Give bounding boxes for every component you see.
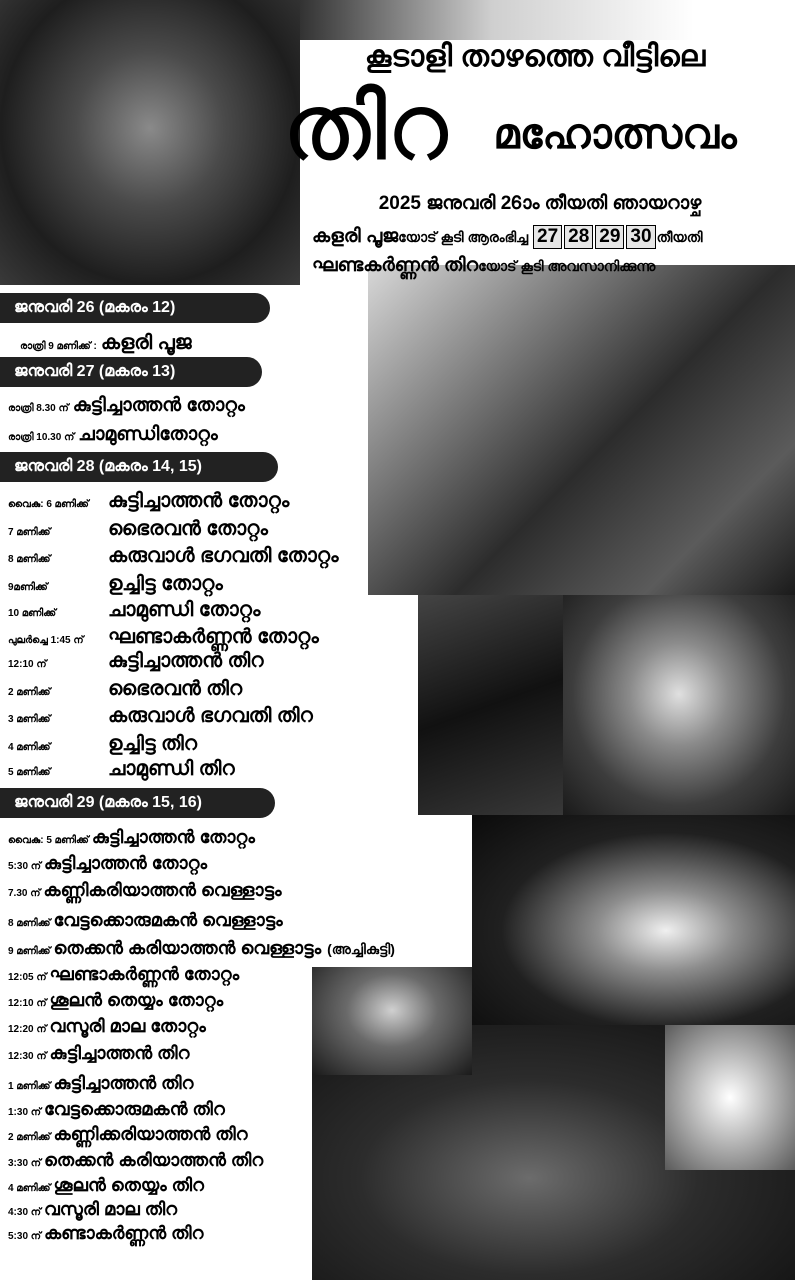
row-time: 10 മണിക്ക് (8, 608, 57, 619)
row-event: ഘണ്ടാകർണ്ണൻ തോറ്റം (49, 964, 240, 984)
schedule-row (8, 573, 223, 596)
schedule-row (8, 650, 263, 673)
day-banner-jan26: ജനുവരി 26 (മകരം 12) (0, 293, 270, 323)
header-background-photo (290, 0, 795, 40)
row-event: കുട്ടിച്ചാത്തൻ തോറ്റം (72, 395, 245, 416)
row-time: 12:20 ന് (8, 1024, 47, 1035)
row-event: ഉച്ചിട്ട തിറ (108, 733, 197, 755)
schedule-row (8, 1150, 263, 1171)
schedule-row (8, 705, 313, 728)
schedule-row (8, 1175, 204, 1196)
row-event: തെക്കൻ കരിയാത്തൻ വെള്ളാട്ടം (53, 938, 322, 958)
schedule-row (8, 599, 260, 622)
schedule-row (8, 853, 207, 874)
row-time: 9മണിക്ക് (8, 582, 48, 593)
schedule-row (8, 1124, 248, 1145)
row-event: കുട്ടിച്ചാത്തൻ തിറ (53, 1073, 194, 1093)
row-event: വേട്ടക്കൊരുമകൻ വെള്ളാട്ടം (53, 910, 283, 930)
date-box: 29 (595, 225, 624, 249)
row-time: 5 മണിക്ക് (8, 767, 51, 778)
row-event: കുട്ടിച്ചാത്തൻ തോറ്റം (108, 490, 290, 512)
row-event: വസൂരി മാല തിറ (43, 1199, 178, 1219)
row-time: 12:10 ന് (8, 998, 47, 1009)
row-event: കുട്ടിച്ചാത്തൻ തോറ്റം (43, 853, 208, 873)
row-time: 9 മണിക്ക് (8, 946, 51, 957)
row-event: കുട്ടിച്ചാത്തൻ തിറ (49, 1043, 190, 1063)
row-time: രാത്രി 8.30 ന് (8, 403, 69, 414)
schedule-row (8, 1016, 206, 1037)
schedule-row (8, 545, 338, 568)
fire-performance-photo (472, 815, 795, 1025)
row-event: കുട്ടിച്ചാത്തൻ തിറ (108, 650, 264, 672)
row-time: 4:30 ന് (8, 1207, 41, 1218)
row-event: വേട്ടക്കൊരുമകൻ തിറ (43, 1099, 225, 1119)
row-time: 12:30 ന് (8, 1051, 47, 1062)
row-event: ഉച്ചിട്ട തോറ്റം (108, 573, 223, 595)
row-time: രാത്രി 9 മണിക്ക് : (20, 341, 97, 352)
white-costume-photo (665, 1025, 795, 1170)
day-banner-jan29: ജനുവരി 29 (മകരം 15, 16) (0, 788, 275, 818)
row-event: കരുവാൾ ഭഗവതി തോറ്റം (108, 545, 339, 567)
painted-face-photo (563, 595, 795, 815)
end-text: യോട് കൂടി അവസാനിക്കുന്നു (478, 258, 656, 274)
row-time: 3 മണിക്ക് (8, 714, 51, 725)
schedule-row (8, 910, 283, 931)
schedule-row (8, 1043, 189, 1064)
two-performers-photo (368, 265, 795, 595)
row-event: ചാമുണ്ഡി തോറ്റം (108, 599, 261, 621)
row-time: 2 മണിക്ക് (8, 1132, 51, 1143)
row-note: (അച്ചികുട്ടി) (327, 941, 395, 957)
row-event: ശൂലൻ തെയ്യം തോറ്റം (49, 990, 224, 1010)
row-event: കരുവാൾ ഭഗവതി തിറ (108, 705, 313, 727)
row-event: കണ്ടാകർണ്ണൻ തിറ (43, 1223, 204, 1243)
schedule-row (8, 395, 245, 417)
header-title-part1: തിറ (282, 77, 448, 179)
row-time: 1:30 ന് (8, 1107, 41, 1118)
dates-suffix: തീയതി (656, 229, 703, 245)
kalari-pooja-label: കളരി പൂജ (312, 226, 399, 247)
row-time: 2 മണിക്ക് (8, 687, 51, 698)
schedule-row (8, 490, 289, 513)
schedule-row (8, 1073, 193, 1094)
schedule-row (8, 964, 239, 985)
row-time: 12:10 ന് (8, 659, 47, 670)
date-box: 30 (626, 225, 655, 249)
sword-performer-photo (418, 595, 563, 815)
ghandakarnan-thira-label: ഘണ്ടകർണ്ണൻ തിറ (312, 255, 479, 276)
schedule-row (8, 1099, 225, 1120)
schedule-row (8, 758, 235, 781)
row-time: 5:30 ന് (8, 861, 41, 872)
schedule-row (8, 1199, 177, 1220)
header-start-line (312, 225, 782, 249)
row-time: 7.30 ന് (8, 888, 41, 899)
schedule-row (8, 827, 255, 848)
schedule-row (8, 938, 395, 959)
schedule-row (8, 990, 223, 1011)
schedule-row (8, 626, 319, 649)
row-event: ഭൈരവൻ തോറ്റം (108, 518, 268, 540)
date-box: 27 (533, 225, 562, 249)
small-performer-photo (312, 967, 472, 1075)
row-event: കുട്ടിച്ചാത്തൻ തോറ്റം (91, 827, 255, 847)
row-event: തെക്കൻ കരിയാത്തൻ തിറ (43, 1150, 264, 1170)
row-time: വൈകു: 5 മണിക്ക് (8, 835, 89, 846)
schedule-row (8, 424, 218, 446)
header-title-part2: മഹോത്സവം (493, 110, 737, 157)
row-event: വസൂരി മാല തോറ്റം (49, 1016, 206, 1036)
row-event: ഘണ്ടാകർണ്ണൻ തോറ്റം (108, 626, 319, 648)
header-end-line (312, 255, 782, 277)
row-event: ഭൈരവൻ തിറ (108, 678, 243, 700)
row-time: വൈകു: 6 മണിക്ക് (8, 499, 89, 510)
row-time: 8 മണിക്ക് (8, 918, 51, 929)
row-event: കളരി പൂജ (100, 332, 192, 354)
day-banner-jan27: ജനുവരി 27 (മകരം 13) (0, 357, 262, 387)
schedule-row (8, 678, 242, 701)
row-event: ചാമുണ്ഡിതോറ്റം (78, 424, 218, 445)
schedule-row (8, 733, 197, 756)
row-time: 4 മണിക്ക് (8, 1183, 51, 1194)
row-time: 7 മണിക്ക് (8, 527, 51, 538)
row-time: 1 മണിക്ക് (8, 1081, 51, 1092)
row-time: 3:30 ന് (8, 1158, 41, 1169)
date-box: 28 (564, 225, 593, 249)
row-time: 8 മണിക്ക് (8, 554, 51, 565)
row-time: രാത്രി 10.30 ന് (8, 432, 75, 443)
schedule-row (8, 880, 282, 901)
row-event: കണ്ണിക്കരിയാത്തൻ തിറ (53, 1124, 248, 1144)
row-time: 5:30 ന് (8, 1231, 41, 1242)
schedule-row (8, 518, 268, 541)
row-event: കണ്ണികരിയാത്തൻ വെള്ളാട്ടം (43, 880, 282, 900)
day-banner-jan28: ജനുവരി 28 (മകരം 14, 15) (0, 452, 278, 482)
row-time: 4 മണിക്ക് (8, 742, 51, 753)
row-event: ചാമുണ്ഡി തിറ (108, 758, 235, 780)
schedule-row (20, 332, 192, 355)
schedule-row (8, 1223, 203, 1244)
row-time: 12:05 ന് (8, 972, 47, 983)
row-event: ശൂലൻ തെയ്യം തിറ (53, 1175, 204, 1195)
start-text: യോട് കൂടി ആരംഭിച്ച (398, 229, 529, 245)
row-time: പുലർച്ചെ 1:45 ന് (8, 635, 84, 646)
theyyam-portrait-photo (0, 0, 300, 285)
header-date-line: 2025 ജനുവരി 26ാം തീയതി ഞായറാഴ്ച (378, 193, 702, 214)
header-subtitle: കൂടാളി താഴത്തെ വീട്ടിലെ (364, 40, 706, 73)
